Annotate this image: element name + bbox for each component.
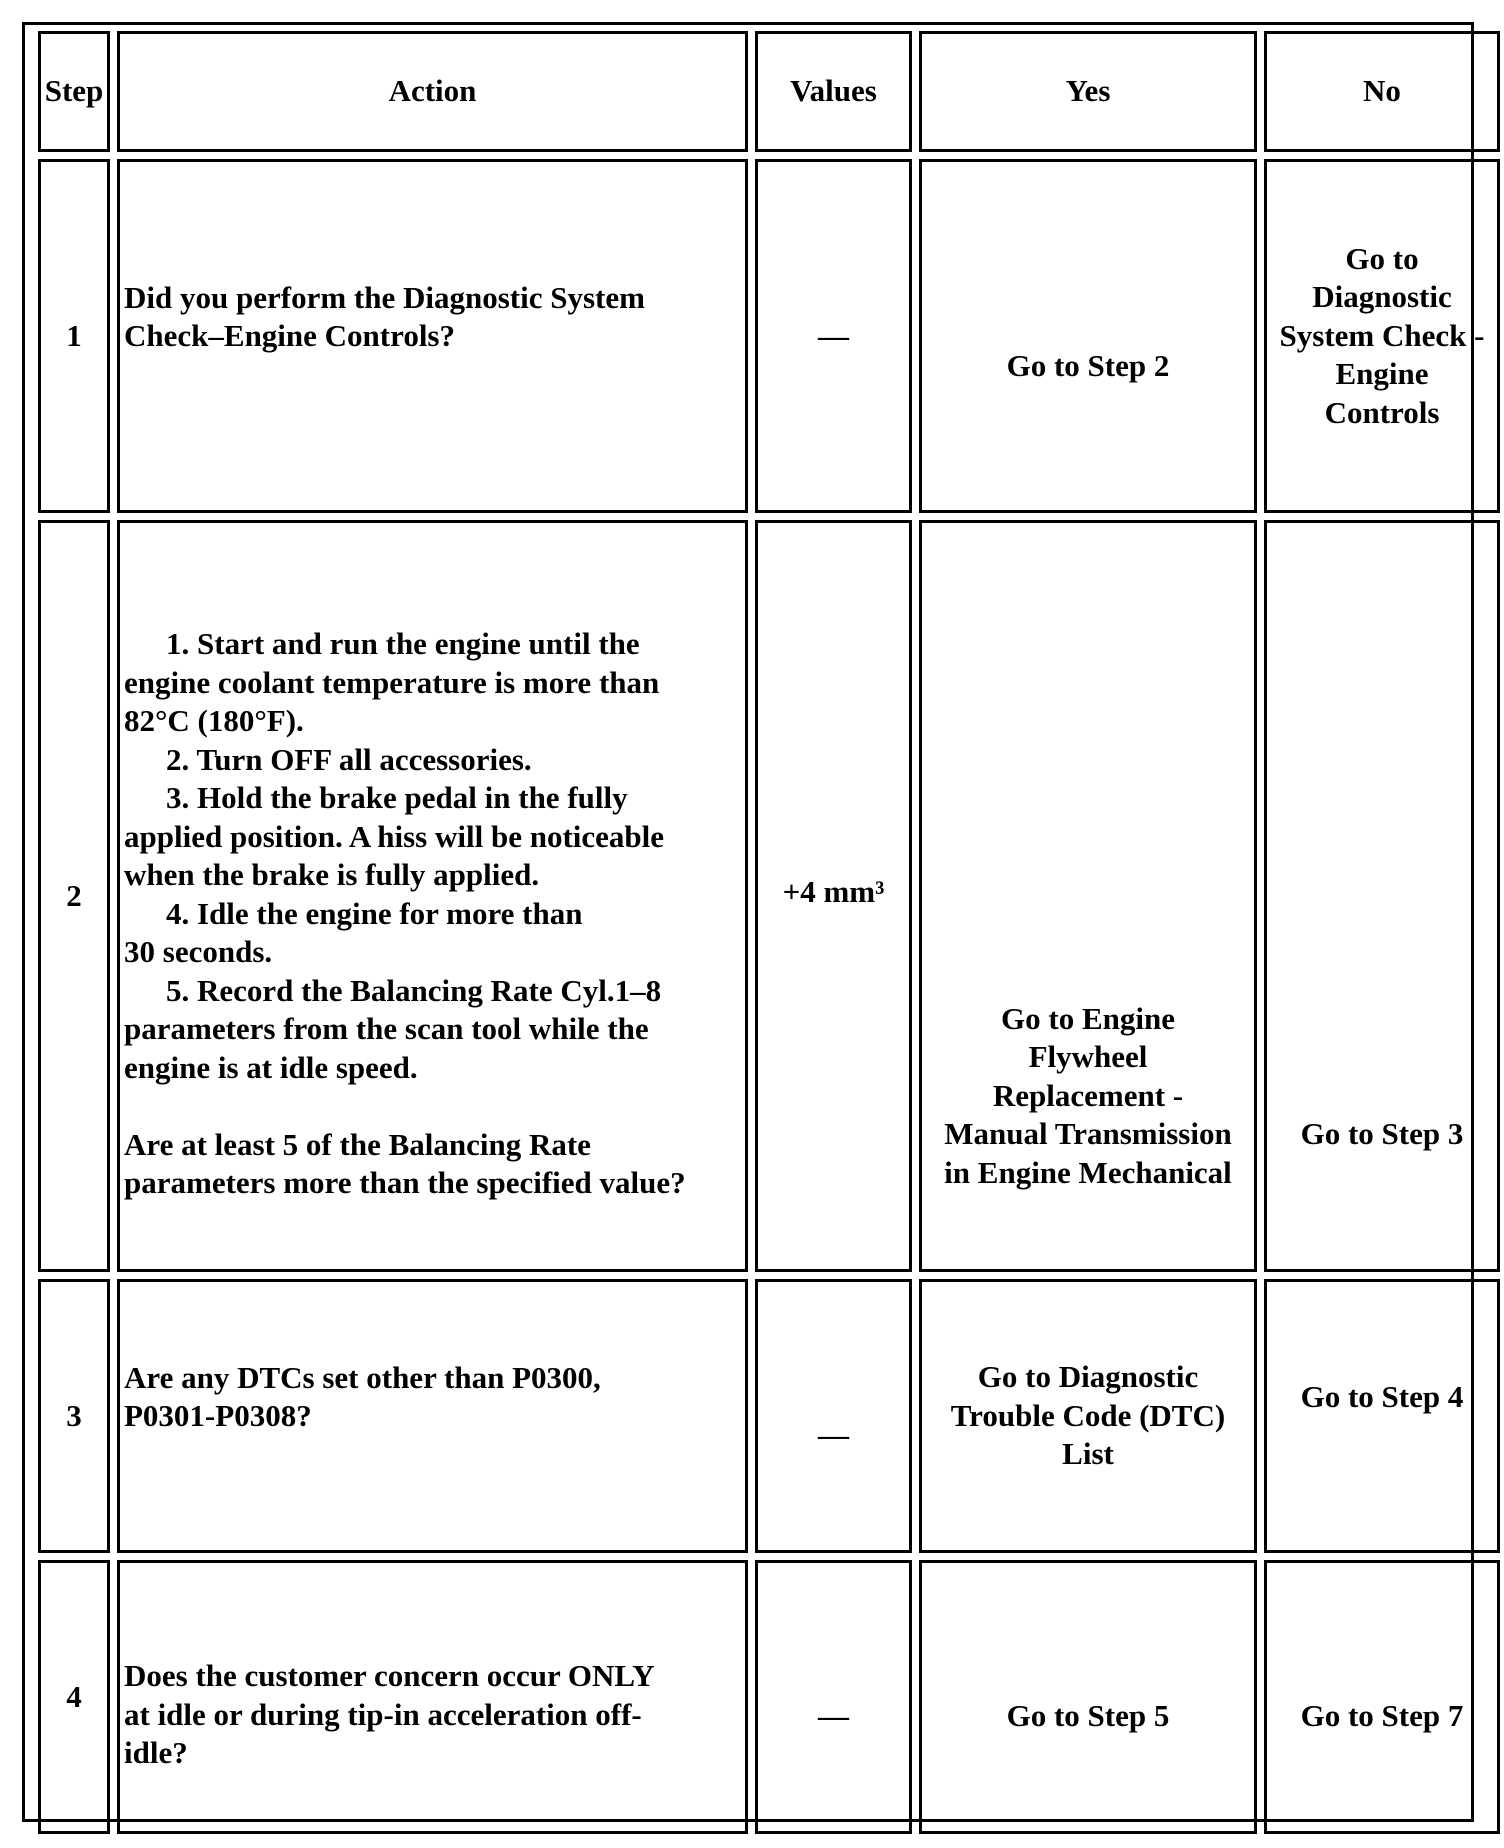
yes-link[interactable]: Go to Step 5 <box>1006 1697 1170 1733</box>
action-line: Are at least 5 of the Balancing Rate <box>124 1126 591 1162</box>
no-cell <box>1264 1560 1500 1834</box>
yes-cell <box>919 1560 1257 1834</box>
action-line: 4. Idle the engine for more than <box>166 895 583 931</box>
no-line: Diagnostic <box>1312 279 1452 315</box>
action-blank-line <box>124 1087 741 1126</box>
header-action: Action <box>117 31 748 152</box>
action-line: 3. Hold the brake pedal in the fully <box>166 780 628 816</box>
action-line: 30 seconds. <box>124 934 273 970</box>
table-row <box>38 159 1500 513</box>
action-line: idle? <box>124 1735 188 1771</box>
action-line: Check–Engine Controls? <box>124 318 455 353</box>
yes-cell <box>919 520 1257 1272</box>
yes-line: Go to Diagnostic <box>977 1359 1199 1395</box>
yes-line: Go to Engine <box>1001 1000 1175 1036</box>
yes-line: Flywheel <box>1028 1039 1148 1074</box>
table-row <box>38 520 1500 1272</box>
no-cell <box>1264 520 1500 1272</box>
step-number: 2 <box>38 520 110 1272</box>
no-line: Controls <box>1324 394 1440 430</box>
yes-line: in Engine Mechanical <box>944 1154 1232 1190</box>
yes-cell <box>919 159 1257 513</box>
value-cell <box>755 520 912 1272</box>
value-text: +4 mm³ <box>782 873 885 909</box>
yes-link[interactable] <box>926 1358 1250 1474</box>
no-link[interactable]: Go to Step 4 <box>1300 1378 1464 1414</box>
value-cell <box>755 1279 912 1553</box>
diagnostic-table <box>31 31 1504 1834</box>
action-line: 82°C (180°F). <box>124 703 304 739</box>
value-cell <box>755 1560 912 1834</box>
yes-line: Replacement - <box>992 1077 1184 1113</box>
value-cell: — <box>755 159 912 513</box>
yes-link[interactable]: Go to Step 2 <box>1006 348 1170 384</box>
action-line: P0301-P0308? <box>124 1398 312 1433</box>
no-link[interactable]: Go to Step 7 <box>1300 1697 1464 1733</box>
header-yes: Yes <box>919 31 1257 152</box>
action-cell <box>117 159 748 513</box>
no-line: Engine <box>1335 356 1429 392</box>
yes-line: Manual Transmission <box>944 1116 1232 1151</box>
no-line: System Check - <box>1279 317 1485 353</box>
action-line: when the brake is fully applied. <box>124 857 540 893</box>
no-cell <box>1264 159 1500 513</box>
action-line: Are any DTCs set other than P0300, <box>124 1359 601 1395</box>
action-line: engine coolant temperature is more than <box>124 664 660 700</box>
no-link[interactable]: Go to Step 3 <box>1300 1115 1464 1151</box>
action-line: 2. Turn OFF all accessories. <box>166 741 532 777</box>
action-line: parameters more than the specified value? <box>124 1165 686 1201</box>
yes-cell <box>919 1279 1257 1553</box>
no-cell <box>1264 1279 1500 1553</box>
table-row <box>38 1560 1500 1834</box>
no-link[interactable] <box>1269 240 1495 433</box>
step-number: 1 <box>38 159 110 513</box>
action-cell <box>117 1279 748 1553</box>
header-row <box>38 31 1500 152</box>
value-text: — <box>818 1416 849 1452</box>
action-line: 5. Record the Balancing Rate Cyl.1–8 <box>166 972 662 1008</box>
action-line: Does the customer concern occur ONLY <box>124 1658 655 1694</box>
header-step: Step <box>38 31 110 152</box>
yes-link[interactable] <box>926 1000 1250 1193</box>
action-line: 1. Start and run the engine until the <box>166 626 640 662</box>
action-cell <box>117 520 748 1272</box>
step-number: 4 <box>38 1560 110 1834</box>
header-values: Values <box>755 31 912 152</box>
action-cell <box>117 1560 748 1834</box>
action-line: at idle or during tip-in acceleration off- <box>124 1696 642 1732</box>
yes-line: List <box>1062 1436 1114 1472</box>
table-row <box>38 1279 1500 1553</box>
action-line: Did you perform the Diagnostic System <box>124 279 645 315</box>
yes-line: Trouble Code (DTC) <box>950 1397 1226 1433</box>
diagnostic-table-frame <box>22 22 1485 1822</box>
no-line: Go to <box>1345 240 1419 276</box>
value-text: — <box>818 1697 849 1733</box>
action-line: engine is at idle speed. <box>124 1049 418 1085</box>
action-line: applied position. A hiss will be noticeable <box>124 818 665 854</box>
header-no: No <box>1264 31 1500 152</box>
step-number: 3 <box>38 1279 110 1553</box>
action-line: parameters from the scan tool while the <box>124 1011 649 1047</box>
